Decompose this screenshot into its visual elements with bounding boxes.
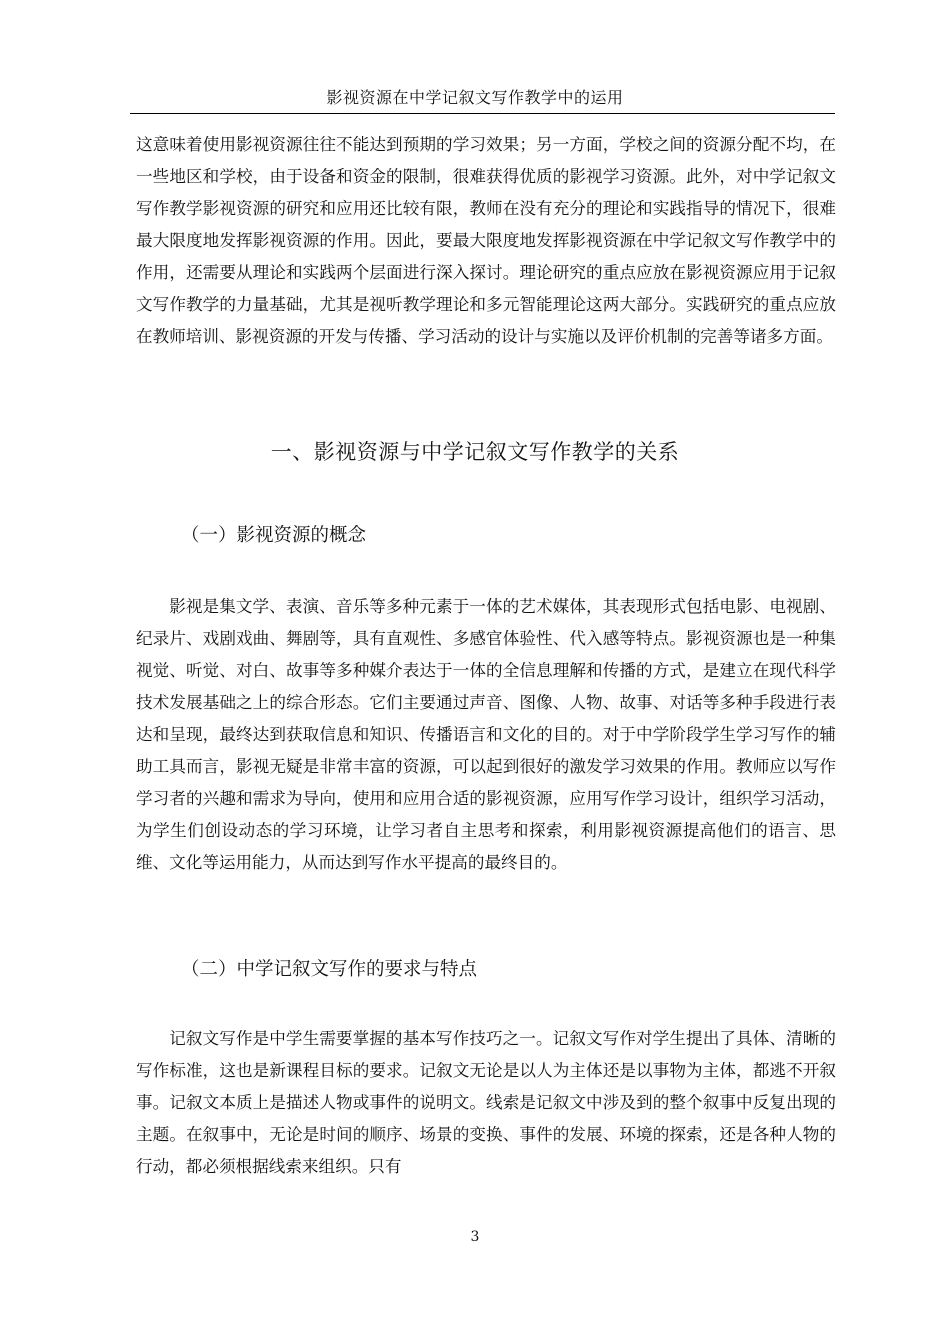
page-number: 3 <box>470 1229 480 1245</box>
concept-paragraph: 影视是集文学、表演、音乐等多种元素于一体的艺术媒体，其表现形式包括电影、电视剧、纪录片、戏剧戏曲、舞剧等，具有直观性、多感官体验性、代入感等特点。影视资源也是一种集视觉、听觉、对白、故事等多种媒介表达于一体的全信息理解和传播的方式，是建立在现代科学技术发展基础之上的综合形态。它们主要通过声音、图像、人物、故事、对话等多种手段进行表达和呈现，最终达到获取信息和知识、传播语言和文化的目的。对于中学阶段学生学习写作的辅助工具而言，影视无疑是非常丰富的资源，可以起到很好的激发学习效果的作用。教师应以写作学习者的兴趣和需求为导向，使用和应用合适的影视资源，应用写作学习设计，组织学习活动，为学生们创设动态的学习环境，让学习者自主思考和探索，利用影视资源提高他们的语言、思维、文化等运用能力，从而达到写作水平提高的最终目的。 <box>136 597 836 872</box>
header-divider <box>130 113 835 114</box>
running-header: 影视资源在中学记叙文写作教学中的运用 <box>326 88 624 107</box>
subsection-title-concept: （一）影视资源的概念 <box>181 525 367 546</box>
requirements-paragraph: 记叙文写作是中学生需要掌握的基本写作技巧之一。记叙文写作对学生提出了具体、清晰的写作标准，这也是新课程目标的要求。记叙文无论是以人为主体还是以事物为主体，都逃不开叙事。记叙文本质上是描述人物或事件的说明文。线索是记叙文中涉及到的整个叙事中反复出现的主题。在叙事中，无论是时间的顺序、场景的变换、事件的发展、环境的探索，还是各种人物的行动，都必须根据线索来组织。只有 <box>136 1029 836 1176</box>
intro-paragraph: 这意味着使用影视资源往往不能达到预期的学习效果；另一方面，学校之间的资源分配不均，在一些地区和学校，由于设备和资金的限制，很难获得优质的影视学习资源。此外，对中学记叙文写作教学影视资源的研究和应用还比较有限，教师在没有充分的理论和实践指导的情况下，很难最大限度地发挥影视资源的作用。因此，要最大限度地发挥影视资源在中学记叙文写作教学中的作用，还需要从理论和实践两个层面进行深入探讨。理论研究的重点应放在影视资源应用于记叙文写作教学的力量基础，尤其是视听教学理论和多元智能理论这两大部分。实践研究的重点应放在教师培训、影视资源的开发与传播、学习活动的设计与实施以及评价机制的完善等诸多方面。 <box>136 135 836 346</box>
subsection-title-requirements: （二）中学记叙文写作的要求与特点 <box>181 959 478 980</box>
section-title: 一、影视资源与中学记叙文写作教学的关系 <box>270 440 680 464</box>
